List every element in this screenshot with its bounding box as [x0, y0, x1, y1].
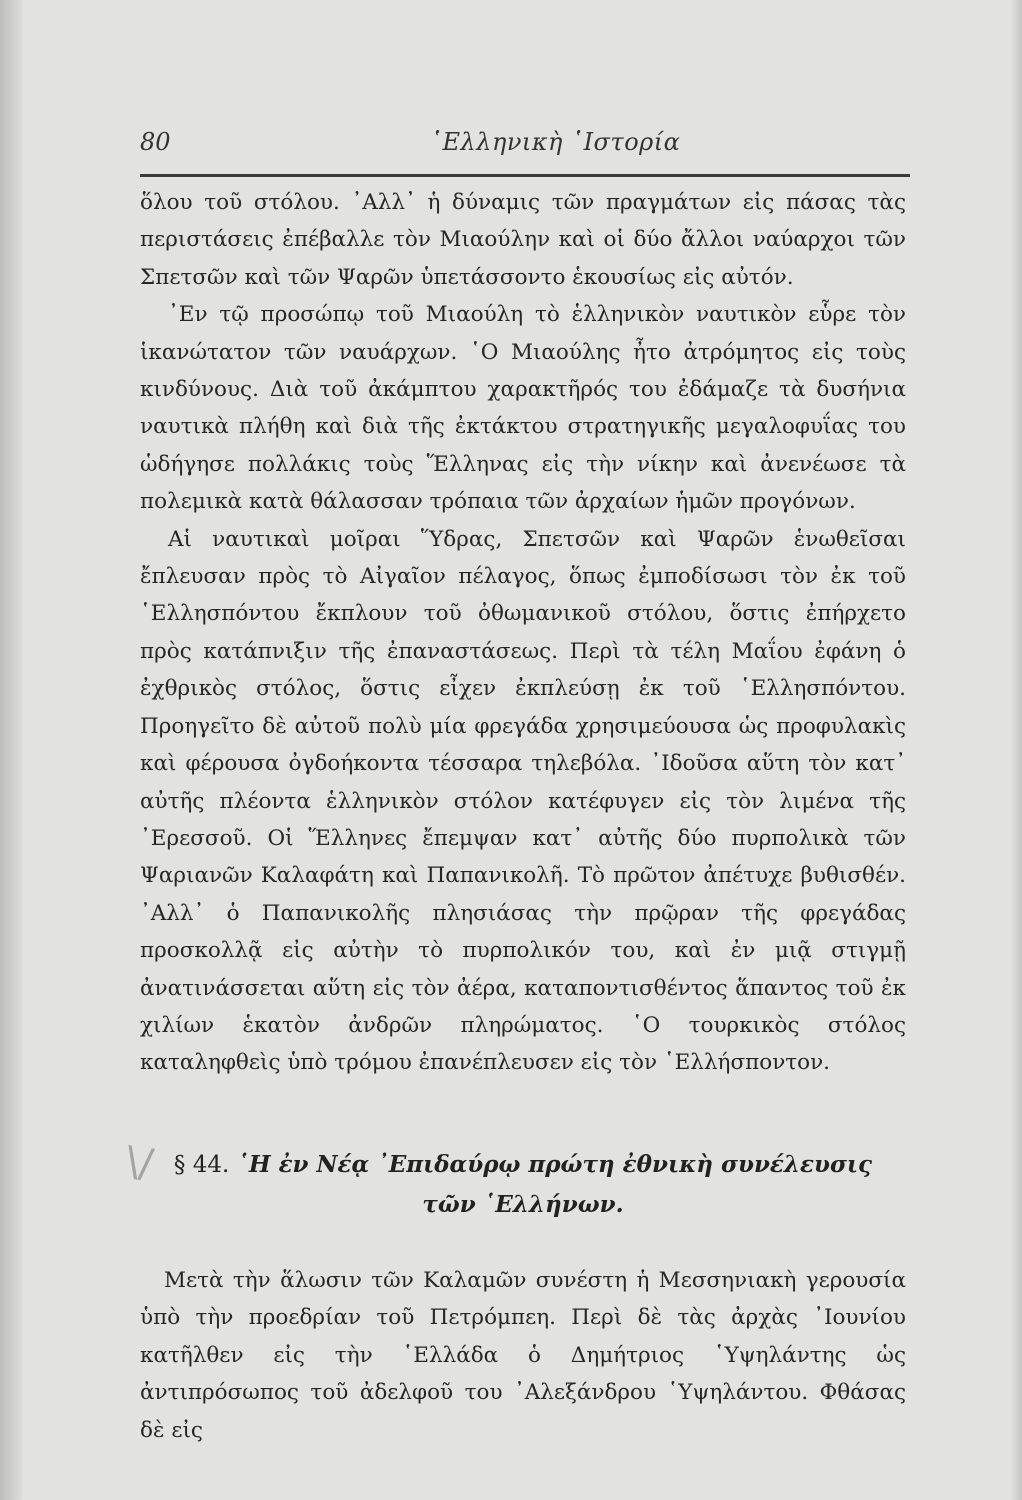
page-header	[140, 128, 906, 168]
paragraph: ὅλου τοῦ στόλου. ᾿Αλλ᾿ ἡ δύναμις τῶν πραγμάτων εἰς πάσας τὰς περιστάσεις ἐπέβαλλε τὸν Μιαούλην καὶ οἱ δύο ἄλλοι ναύαρχοι τῶν Σπετσῶν καὶ τῶν Ψαρῶν ὑπετάσσοντο ἑκουσίως εἰς αὐτόν.	[140, 190, 906, 290]
paragraph: Αἱ ναυτικαὶ μοῖραι Ὕδρας, Σπετσῶν καὶ Ψαρῶν ἑνωθεῖσαι ἔπλευσαν πρὸς τὸ Αἰγαῖον πέλαγος, ὅπως ἐμποδίσωσι τὸν ἐκ τοῦ ῾Ελλησπόντου ἔκπλουν τοῦ ὀθωμανικοῦ στόλου, ὅστις ἐπήρχετο πρὸς κατάπνιξιν τῆς ἐπαναστάσεως. Περὶ τὰ τέλη Μαΐου ἐφάνη ὁ ἐχθρικὸς στόλος, ὅστις εἶχεν ἐκπλεύσῃ ἐκ τοῦ ῾Ελλησπόντου. Προηγεῖτο δὲ αὐτοῦ πολὺ μία φρεγάδα χρησιμεύουσα ὡς προφυλακὶς καὶ φέρουσα ὀγδοήκοντα τέσσαρα τηλεβόλα. ᾿Ιδοῦσα αὕτη τὸν κατ᾿ αὐτῆς πλέοντα ἑλληνικὸν στόλον κατέφυγεν εἰς τὸν λιμένα τῆς ᾿Ερεσσοῦ. Οἱ Ἕλληνες ἔπεμψαν κατ᾿ αὐτῆς δύο πυρπολικὰ τῶν Ψαριανῶν Καλαφάτη καὶ Παπανικολῆ. Τὸ πρῶτον ἀπέτυχε βυθισθέν. ᾿Αλλ᾿ ὁ Παπανικολῆς πλησιάσας τὴν πρῷραν τῆς φρεγάδας προσκολλᾷ εἰς αὐτὴν τὸ πυρπολικόν του, καὶ ἐν μιᾷ στιγμῇ ἀνατινάσσεται αὕτη εἰς τὸν ἀέρα, καταποντισθέντος ἅπαντος τοῦ ἐκ χιλίων ἑκατὸν ἀνδρῶν πληρώματος. ῾Ο τουρκικὸς στόλος καταληφθεὶς ὑπὸ τρόμου ἐπανέπλευσεν εἰς τὸν ῾Ελλήσποντον.	[140, 526, 906, 1076]
running-title: ῾Ελληνικὴ ῾Ιστορία	[430, 128, 681, 156]
paragraph: ᾿Εν τῷ προσώπῳ τοῦ Μιαούλη τὸ ἑλληνικὸν ναυτικὸν εὗρε τὸν ἱκανώτατον τῶν ναυάρχων. ῾Ο Μιαούλης ἦτο ἀτρόμητος εἰς τοὺς κινδύνους. Διὰ τοῦ ἀκάμπτου χαρακτῆρός του ἐδάμαζε τὰ δυσήνια ναυτικὰ πλήθη καὶ διὰ τῆς ἐκτάκτου στρατηγικῆς μεγαλοφυΐας του ὡδήγησε πολλάκις τοὺς Ἕλληνας εἰς τὴν νίκην καὶ ἀνενέωσε τὰ πολεμικὰ κατὰ θάλασσαν τρόπαια τῶν ἀρχαίων ἡμῶν προγόνων.	[140, 302, 906, 515]
pencil-mark-icon: \/	[122, 1138, 157, 1188]
header-rule	[140, 174, 910, 177]
main-text	[140, 184, 906, 1082]
section-number: § 44.	[173, 1152, 230, 1178]
section-title-line2: τῶν ῾Ελλήνων.	[422, 1191, 624, 1218]
paragraph: Μετὰ τὴν ἅλωσιν τῶν Καλαμῶν συνέστη ἡ Μεσσηνιακὴ γερουσία ὑπὸ τὴν προεδρίαν τοῦ Πετρόμπεη. Περὶ δὲ τὰς ἀρχὰς ᾿Ιουνίου κατῆλθεν εἰς τὴν ῾Ελλάδα ὁ Δημήτριος ῾Υψηλάντης ὡς ἀντιπρόσωπος τοῦ ἀδελφοῦ του ᾿Αλεξάνδρου ῾Υψηλάντου. Φθάσας δὲ εἰς	[140, 1268, 906, 1443]
section-text	[140, 1262, 906, 1449]
section-title-line1: ῾Η ἐν Νέᾳ ᾿Επιδαύρῳ πρώτη ἐθνικὴ συνέλευσις	[237, 1151, 873, 1178]
section-heading	[140, 1145, 906, 1225]
page-number: 80	[140, 128, 171, 156]
